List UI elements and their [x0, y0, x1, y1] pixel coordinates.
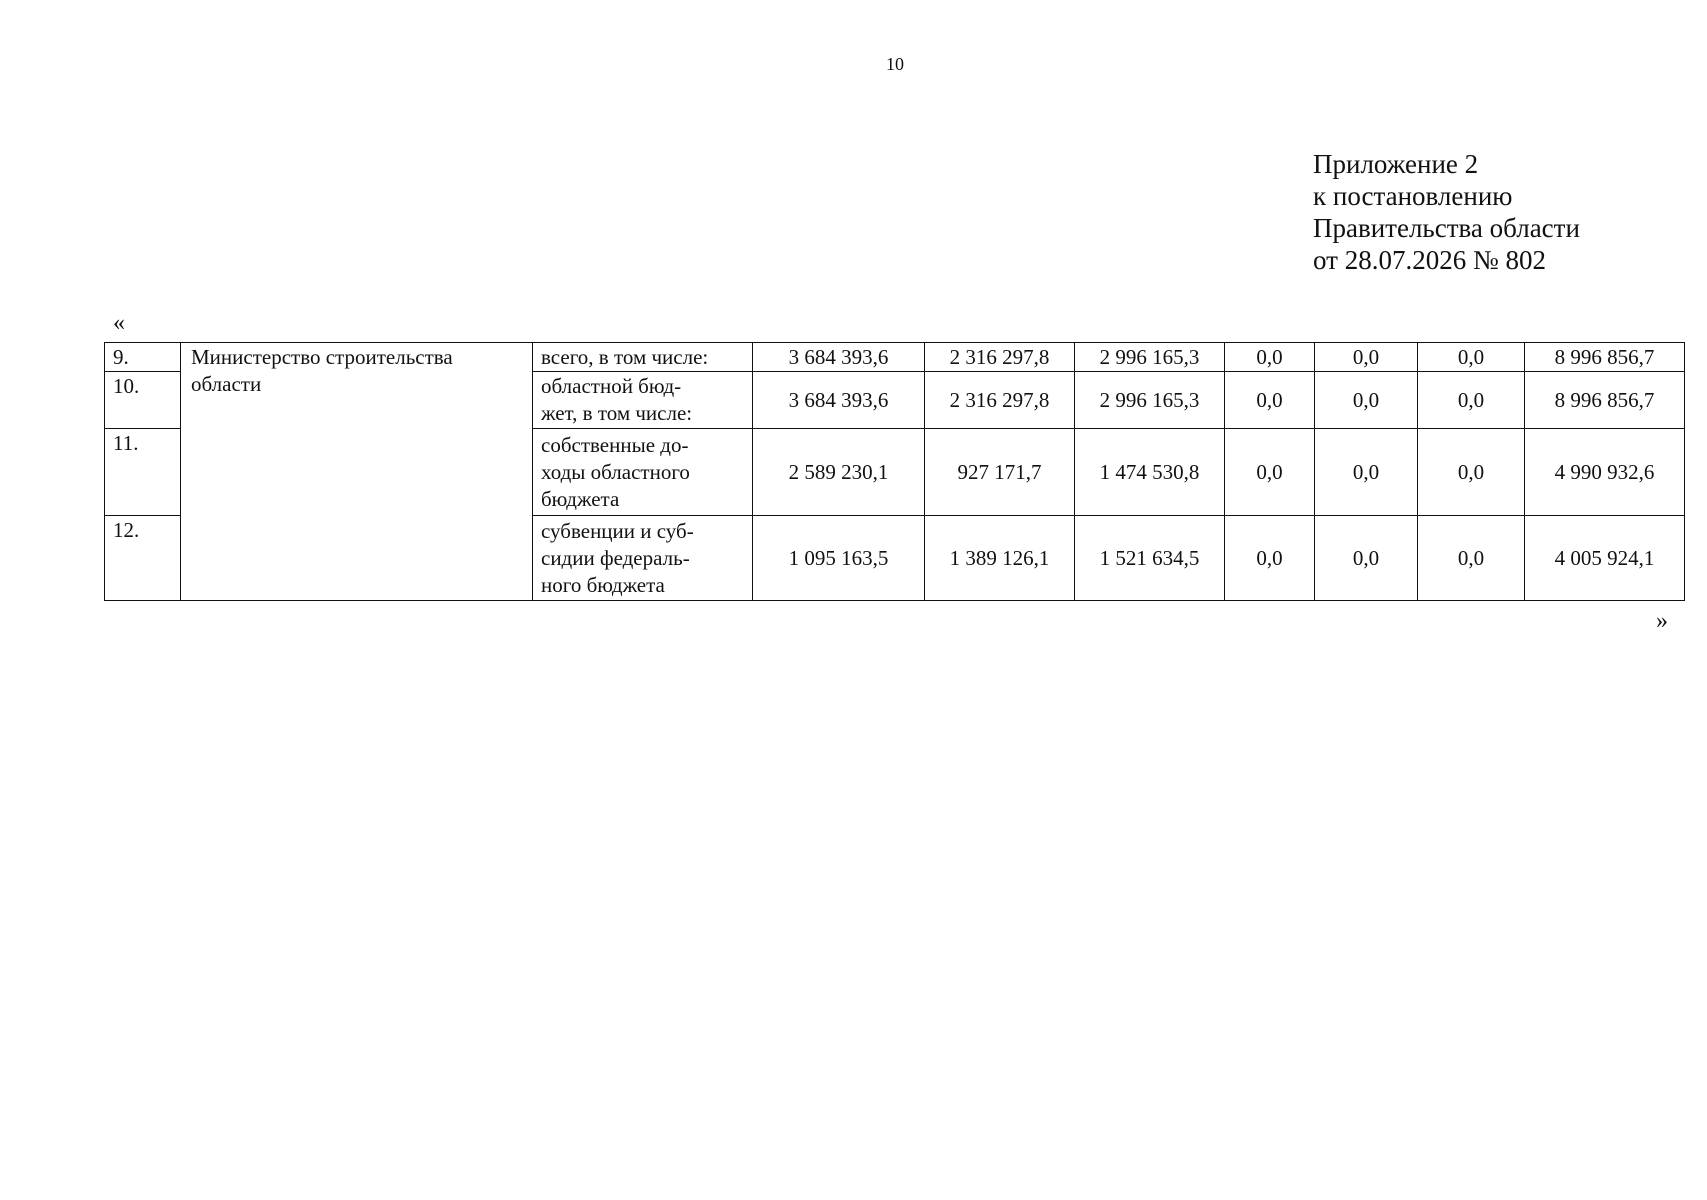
value-cell: 2 996 165,3: [1075, 372, 1225, 429]
appendix-header: [1313, 148, 1580, 276]
funding-source-line: собственные до-: [541, 432, 689, 457]
organization-cell: [181, 343, 533, 601]
funding-source-line: ходы областного: [541, 459, 690, 484]
row-number: 12.: [105, 516, 181, 601]
table-row: [105, 343, 1685, 372]
value-cell: 927 171,7: [925, 429, 1075, 516]
funding-source-cell: [533, 429, 753, 516]
value-cell: 1 474 530,8: [1075, 429, 1225, 516]
row-number: 9.: [105, 343, 181, 372]
funding-source-line: всего, в том числе:: [541, 344, 709, 369]
value-cell: 2 316 297,8: [925, 372, 1075, 429]
appendix-resolution-line: к постановлению: [1313, 181, 1513, 211]
value-cell: 0,0: [1225, 516, 1315, 601]
funding-source-line: сидии федераль-: [541, 545, 690, 570]
total-value-cell: 8 996 856,7: [1525, 343, 1685, 372]
value-cell: 2 996 165,3: [1075, 343, 1225, 372]
page-number: 10: [886, 54, 904, 74]
total-value-cell: 8 996 856,7: [1525, 372, 1685, 429]
funding-source-line: бюджета: [541, 486, 620, 511]
appendix-government-line: Правительства области: [1313, 213, 1580, 243]
value-cell: 2 316 297,8: [925, 343, 1075, 372]
value-cell: 0,0: [1418, 516, 1525, 601]
funding-source-line: ного бюджета: [541, 572, 665, 597]
value-cell: 3 684 393,6: [753, 372, 925, 429]
funding-source-cell: [533, 516, 753, 601]
funding-source-line: субвенции и суб-: [541, 518, 694, 543]
value-cell: 0,0: [1418, 372, 1525, 429]
value-cell: 1 095 163,5: [753, 516, 925, 601]
value-cell: 0,0: [1225, 372, 1315, 429]
value-cell: 1 389 126,1: [925, 516, 1075, 601]
funding-source-cell: [533, 372, 753, 429]
funding-source-line: областной бюд-: [541, 374, 682, 398]
value-cell: 0,0: [1225, 343, 1315, 372]
appendix-title: Приложение 2: [1313, 149, 1479, 179]
value-cell: 1 521 634,5: [1075, 516, 1225, 601]
total-value-cell: 4 005 924,1: [1525, 516, 1685, 601]
opening-quote: «: [113, 310, 125, 336]
value-cell: 0,0: [1418, 343, 1525, 372]
appendix-date-number: от 28.07.2026 № 802: [1313, 245, 1546, 275]
value-cell: 0,0: [1418, 429, 1525, 516]
total-value-cell: 4 990 932,6: [1525, 429, 1685, 516]
value-cell: 0,0: [1315, 372, 1418, 429]
funding-source-cell: [533, 343, 753, 372]
value-cell: 0,0: [1225, 429, 1315, 516]
value-cell: 0,0: [1315, 429, 1418, 516]
value-cell: 3 684 393,6: [753, 343, 925, 372]
value-cell: 2 589 230,1: [753, 429, 925, 516]
closing-quote: »: [1656, 608, 1668, 634]
value-cell: 0,0: [1315, 343, 1418, 372]
row-number: 10.: [105, 372, 181, 429]
organization-name-line: Министерство строительства: [191, 345, 453, 369]
value-cell: 0,0: [1315, 516, 1418, 601]
funding-source-line: жет, в том числе:: [541, 401, 693, 425]
row-number: 11.: [105, 429, 181, 516]
budget-table: [104, 342, 1685, 601]
organization-name-line: области: [191, 372, 262, 396]
